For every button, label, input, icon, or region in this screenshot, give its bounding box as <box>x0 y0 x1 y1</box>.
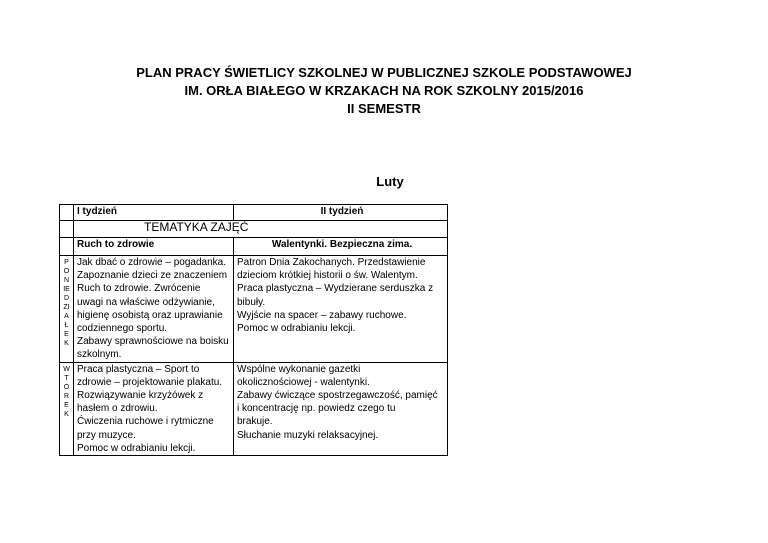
day-letter: O <box>63 383 70 391</box>
day-letter: E <box>64 401 69 409</box>
day-letter: K <box>64 340 69 347</box>
activity-line: bibuły. <box>237 296 266 308</box>
activity-line: Praca plastyczna – Sport to <box>77 363 200 375</box>
monday-week-2-activities <box>234 256 448 363</box>
corner-cell <box>60 205 74 221</box>
week-1-header: I tydzień <box>74 205 234 221</box>
activity-line: Zabawy sprawnościowe na boisku <box>77 336 229 348</box>
day-label-tuesday <box>60 362 74 455</box>
activity-line: Wyjście na spacer – zabawy ruchowe. <box>237 309 407 321</box>
day-label-monday <box>60 256 74 363</box>
month-heading: Luty <box>376 174 404 189</box>
day-letter: W <box>63 365 70 373</box>
activity-plan-table <box>59 204 448 456</box>
activity-line: Patron Dnia Zakochanych. Przedstawienie <box>237 257 426 268</box>
day-letter: K <box>64 410 69 418</box>
activity-line: Zapoznanie dzieci ze znaczeniem <box>77 270 228 282</box>
day-letter: E <box>64 331 69 338</box>
tuesday-week-2-activities <box>234 362 448 455</box>
day-letter: IE <box>63 286 70 293</box>
activity-line: brakuje. <box>237 416 273 428</box>
activity-line: Wspólne wykonanie gazetki <box>237 363 361 375</box>
day-letter: Ł <box>64 322 69 329</box>
activity-line: Zabawy ćwiczące spostrzegawczość, pamięć <box>237 390 438 402</box>
title-line-1: PLAN PRACY ŚWIETLICY SZKOLNEJ W PUBLICZNEJ SZKOLE PODSTAWOWEJ <box>136 65 632 80</box>
activity-line: Jak dbać o zdrowie – pogadanka. <box>77 257 226 268</box>
day-letter: ZI <box>63 304 70 311</box>
day-letter: P <box>64 259 69 266</box>
day-letter: T <box>64 374 69 382</box>
day-letter: N <box>63 277 70 284</box>
day-letter: R <box>63 392 70 400</box>
theme-corner-cell <box>60 221 74 238</box>
title-line-3: II SEMESTR <box>347 101 421 116</box>
week-2-topic: Walentynki. Bezpieczna zima. <box>234 238 448 256</box>
activity-line: Rozwiązywanie krzyżówek z <box>77 390 204 402</box>
activity-line: Praca plastyczna – Wydzierane serduszka z <box>237 283 434 295</box>
activity-line: codziennego sportu. <box>77 323 168 335</box>
activity-line: przy muzyce. <box>77 429 136 441</box>
activity-line: Ćwiczenia ruchowe i rytmiczne <box>77 416 214 428</box>
day-letter: O <box>63 268 70 275</box>
week-1-topic: Ruch to zdrowie <box>74 238 234 256</box>
monday-week-1-activities <box>74 256 234 363</box>
activity-line: okolicznościowej - walentynki. <box>237 376 370 388</box>
activity-line: dzieciom krótkiej historii o św. Walentym. <box>237 270 418 282</box>
activity-line: Pomoc w odrabianiu lekcji. <box>77 442 196 454</box>
title-line-2: IM. ORŁA BIAŁEGO W KRZAKACH NA ROK SZKOLNY 2015/2016 <box>184 83 584 98</box>
topic-corner-cell <box>60 238 74 256</box>
theme-label: TEMATYKA ZAJĘĆ <box>74 221 448 238</box>
day-letter: A <box>64 313 69 320</box>
activity-line: zdrowie – projektowanie plakatu. <box>77 376 223 388</box>
activity-line: hasłem o zdrowiu. <box>77 403 158 415</box>
tuesday-week-1-activities <box>74 362 234 455</box>
activity-line: Słuchanie muzyki relaksacyjnej. <box>237 429 379 441</box>
activity-line: i koncentrację np. powiedz czego tu <box>237 403 396 415</box>
activity-line: szkolnym. <box>77 349 122 361</box>
day-letter: D <box>63 295 70 302</box>
activity-line: Ruch to zdrowie. Zwrócenie <box>77 283 201 295</box>
activity-line: Pomoc w odrabianiu lekcji. <box>237 323 356 335</box>
week-2-header: II tydzień <box>234 205 448 221</box>
activity-line: uwagi na właściwe odżywianie, <box>77 296 215 308</box>
activity-line: higienę osobistą oraz uprawianie <box>77 309 223 321</box>
document-title <box>0 64 768 118</box>
